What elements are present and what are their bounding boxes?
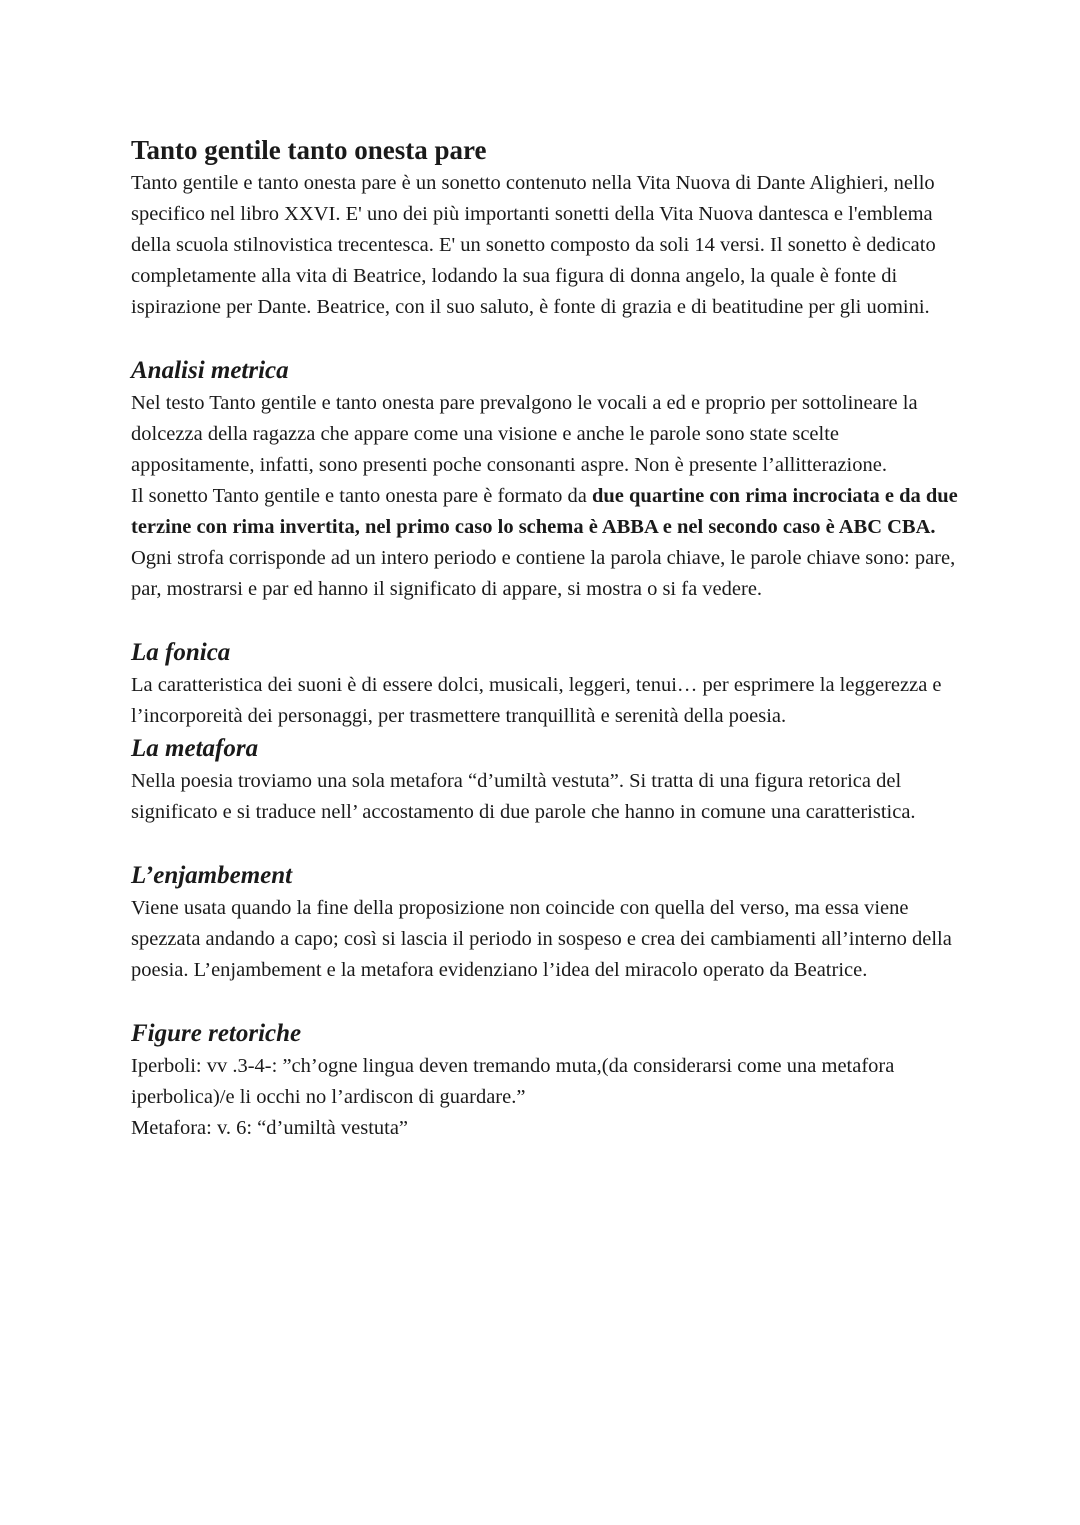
fonica-paragraph: La caratteristica dei suoni è di essere dolci, musicali, leggeri, tenui… per esprimere la leggerezza e l’incorporeità dei personaggi, per trasmettere tranquillità e serenità della poesia.	[131, 674, 942, 727]
fonica-heading: La fonica	[131, 639, 231, 666]
intro-paragraph: Tanto gentile e tanto onesta pare è un sonetto contenuto nella Vita Nuova di Dante Alighieri, nello specifico nel libro XXVI. E' uno dei più importanti sonetti della Vita Nuova dantesca e l'emblema della scuola stilnovistica trecentesca. E' un sonetto composto da soli 14 versi. Il sonetto è dedicato completamente alla vita di Beatrice, lodando la sua figura di donna angelo, la quale è fonte di ispirazione per Dante. Beatrice, con il suo saluto, è fonte di grazia e di beatitudine per gli uomini.	[131, 172, 936, 318]
iperboli-line: Iperboli: vv .3-4-: ”ch’ogne lingua deven tremando muta,(da considerarsi come una metafora iperbolica)/e li occhi no l’ardiscon di guardare.”	[131, 1055, 895, 1108]
analisi-paragraph-2-lead: Il sonetto Tanto gentile e tanto onesta pare è formato da	[131, 485, 592, 507]
figure-retoriche-heading: Figure retoriche	[131, 1020, 302, 1047]
metafora-line: Metafora: v. 6: “d’umiltà vestuta”	[131, 1117, 409, 1139]
spacer	[131, 605, 961, 636]
document-page	[131, 132, 961, 1144]
analisi-metrica-heading: Analisi metrica	[131, 357, 289, 384]
enjambement-paragraph: Viene usata quando la fine della proposizione non coincide con quella del verso, ma essa viene spezzata andando a capo; così si lascia il periodo in sospeso e crea dei cambiamenti all’interno della poesia. L’enjambement e la metafora evidenziano l’idea del miracolo operato da Beatrice.	[131, 897, 952, 981]
spacer	[131, 828, 961, 859]
metafora-paragraph: Nella poesia troviamo una sola metafora “d’umiltà vestuta”. Si tratta di una figura retorica del significato e si traduce nell’ accostamento di due parole che hanno in comune una caratteristica.	[131, 770, 916, 823]
analisi-paragraph-3: Ogni strofa corrisponde ad un intero periodo e contiene la parola chiave, le parole chiave sono: pare, par, mostrarsi e par ed hanno il significato di appare, si mostra o si fa vedere.	[131, 547, 956, 600]
analisi-paragraph-1: Nel testo Tanto gentile e tanto onesta pare prevalgono le vocali a ed e proprio per sottolineare la dolcezza della ragazza che appare come una visione e anche le parole sono state scelte appositamente, infatti, sono presenti poche consonanti aspre. Non è presente l’allitterazione.	[131, 392, 918, 476]
analisi-paragraph-2-bold: due quartine con rima incrociata e da due terzine con rima invertita, nel primo caso lo schema è ABBA e nel secondo caso è ABC CBA.	[131, 485, 958, 538]
spacer	[131, 986, 961, 1017]
analisi-paragraph-2	[131, 481, 961, 543]
enjambement-heading: L’enjambement	[131, 862, 293, 889]
metafora-heading: La metafora	[131, 735, 259, 762]
document-title: Tanto gentile tanto onesta pare	[131, 135, 487, 165]
spacer	[131, 323, 961, 354]
